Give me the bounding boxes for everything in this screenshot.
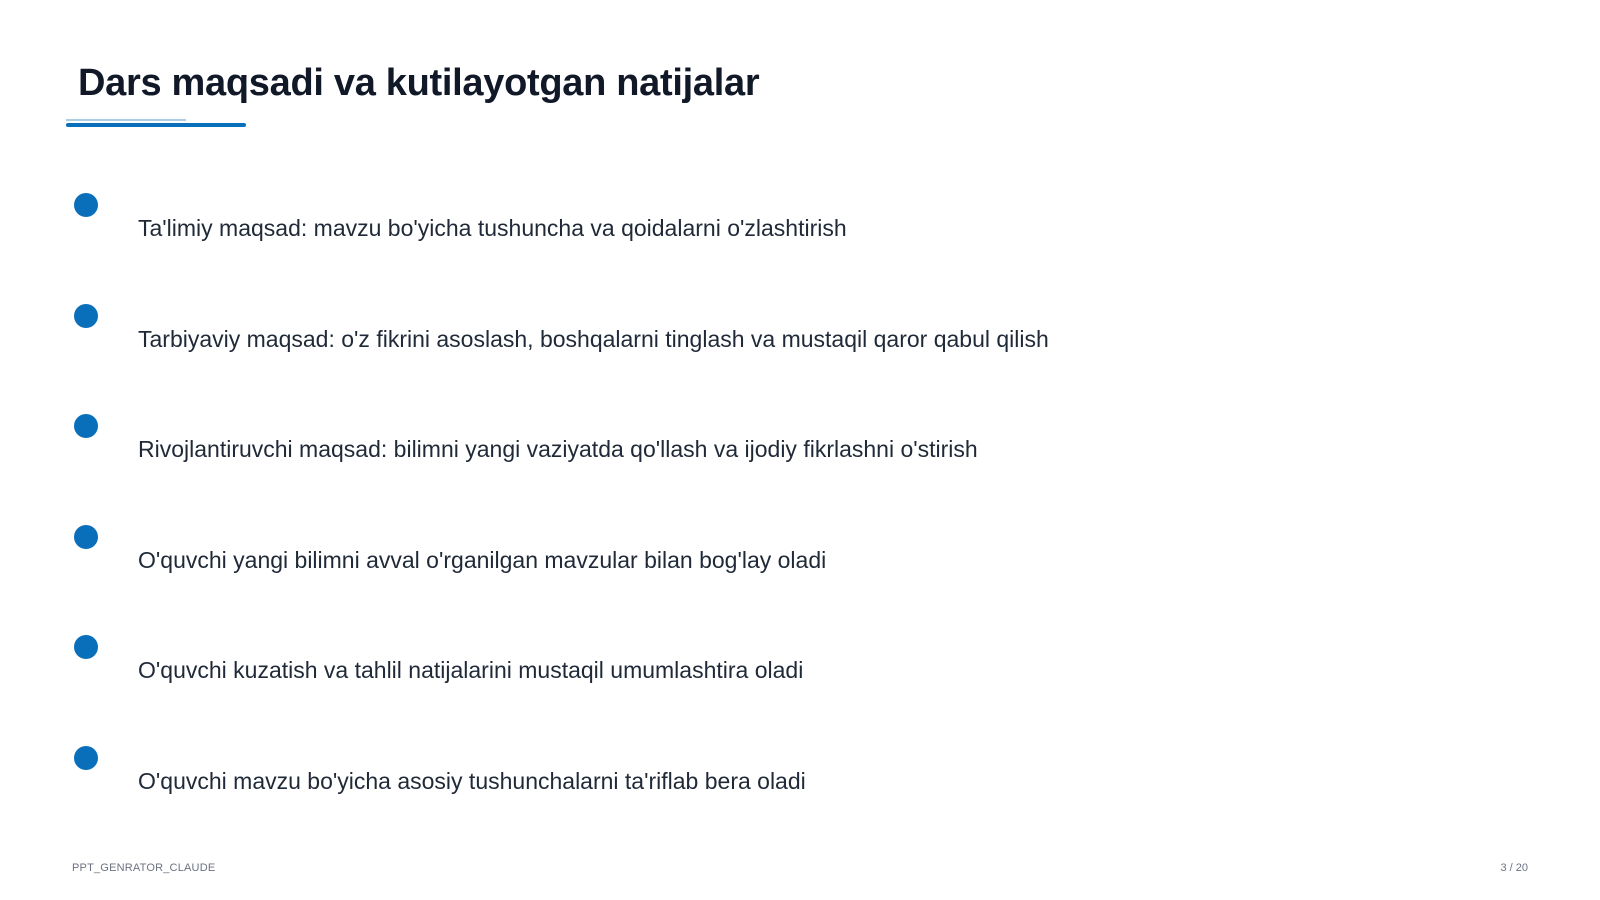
list-item [0,525,1600,605]
list-item [0,635,1600,715]
bullet-dot-icon [74,304,98,328]
page-number: 3 / 20 [1500,862,1528,874]
footer-label: PPT_GENRATOR_CLAUDE [72,862,216,874]
bullet-text: O'quvchi kuzatish va tahlil natijalarini mustaqil umumlashtira oladi [138,657,804,683]
bullet-text: Tarbiyaviy maqsad: o'z fikrini asoslash, boshqalarni tinglash va mustaqil qaror qabul qilish [138,326,1049,352]
bullet-text: O'quvchi mavzu bo'yicha asosiy tushunchalarni ta'riflab bera oladi [138,768,806,794]
list-item [0,746,1600,826]
bullet-text: O'quvchi yangi bilimni avval o'rganilgan mavzular bilan bog'lay oladi [138,547,827,573]
list-item [0,414,1600,494]
bullet-dot-icon [74,525,98,549]
bullet-text: Ta'limiy maqsad: mavzu bo'yicha tushuncha va qoidalarni o'zlashtirish [138,215,847,241]
bullet-dot-icon [74,414,98,438]
bullet-dot-icon [74,193,98,217]
bullet-dot-icon [74,746,98,770]
slide-title: Dars maqsadi va kutilayotgan natijalar [78,62,760,104]
bullet-text: Rivojlantiruvchi maqsad: bilimni yangi vaziyatda qo'llash va ijodiy fikrlashni o'stirish [138,436,978,462]
list-item [0,304,1600,384]
bullet-dot-icon [74,635,98,659]
list-item [0,193,1600,273]
